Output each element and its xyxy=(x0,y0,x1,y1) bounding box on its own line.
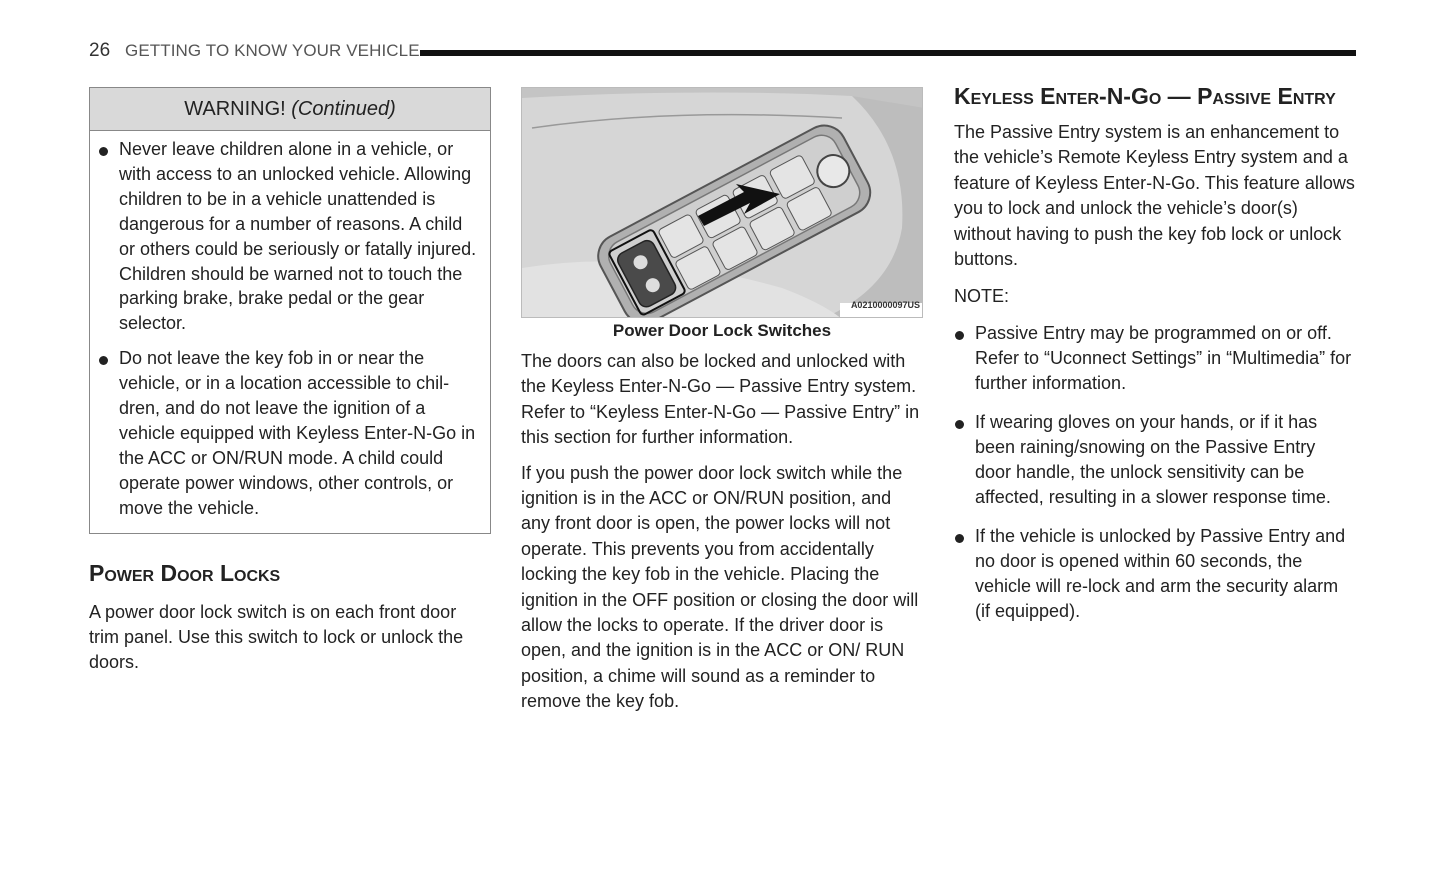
note-item-text: If wearing gloves on your hands, or if it has been raining/snowing on the Passive Entry door handle, the unlock sensitivity can be affected, resulting in a slower response time. xyxy=(975,412,1331,507)
bullet-icon xyxy=(955,534,964,543)
warning-box xyxy=(89,87,491,534)
page-number: 26 xyxy=(89,40,111,61)
door-lock-switch-figure xyxy=(521,87,923,318)
note-list xyxy=(954,321,1356,623)
note-item-text: Passive Entry may be programmed on or off. Refer to “Uconnect Settings” in “Multimedia” for further information. xyxy=(975,323,1352,394)
figure-caption: Power Door Lock Switches xyxy=(612,321,832,340)
warning-item xyxy=(98,137,482,336)
section-title-keyless: Keyless Enter-N-Go — Passive Entry xyxy=(954,83,1336,109)
figure-code: A0210000097US xyxy=(850,300,920,310)
column-right xyxy=(954,83,1356,637)
warning-heading xyxy=(90,88,490,131)
page-header xyxy=(89,38,1356,62)
warning-item-text: Do not leave the key fob in or near the vehicle, or in a location accessible to children, and do not leave the ignition of a vehicle equipped with Keyless Enter-N-Go in the ACC or ON/RUN mode. A child could operate power windows, other controls, or move the vehicle. xyxy=(119,348,476,518)
bullet-icon xyxy=(955,420,964,429)
middle-paragraph: If you push the power door lock switch while the ignition is in the ACC or ON/RUN position, and any front door is open, the power locks will not operate. This prevents you from accidentally locking the key fob in the vehicle. Placing the ignition in the OFF position or closing the door will allow the locks to operate. If the driver door is open, and the ignition is in the ACC or ON/ RUN position, a chime will sound as a reminder to remove the key fob. xyxy=(521,462,919,712)
warning-item xyxy=(98,346,482,520)
warning-label: WARNING! xyxy=(184,98,286,120)
column-middle xyxy=(521,87,923,725)
middle-paragraph: The doors can also be locked and unlocked with the Keyless Enter-N-Go — Passive Entry system. Refer to “Keyless Enter-N-Go — Passive Entry” in this section for further information. xyxy=(521,351,920,448)
bullet-icon xyxy=(99,356,108,365)
section-title-power-door-locks: Power Door Locks xyxy=(89,559,281,586)
keyless-intro: The Passive Entry system is an enhancement to the vehicle’s Remote Keyless Entry system and a feature of Keyless Enter-N-Go. This feature allows you to lock and unlock the vehicle’s door(s) without having to push the key fob lock or unlock buttons. xyxy=(954,122,1355,270)
warning-list xyxy=(98,137,482,521)
note-item xyxy=(954,524,1356,624)
bullet-icon xyxy=(99,147,108,156)
warning-item-text: Never leave children alone in a vehicle, or with access to an unlocked vehicle. Allowing children to be in a vehicle unattended is dangerous for a number of reasons. A child or others could be seriously or fatally injured. Children should be warned not to touch the parking brake, brake pedal or the gear selector. xyxy=(119,139,477,334)
header-rule xyxy=(420,50,1356,56)
power-door-locks-body: A power door lock switch is on each front door trim panel. Use this switch to lock or unlock the doors. xyxy=(89,601,464,673)
note-item xyxy=(954,410,1356,510)
warning-continued: (Continued) xyxy=(291,98,396,120)
column-left xyxy=(89,87,491,686)
note-item xyxy=(954,321,1356,396)
chapter-title: GETTING TO KNOW YOUR VEHICLE xyxy=(125,41,420,60)
door-switch-illustration xyxy=(522,88,923,318)
bullet-icon xyxy=(955,331,964,340)
note-label: NOTE: xyxy=(954,286,1010,307)
note-item-text: If the vehicle is unlocked by Passive Entry and no door is opened within 60 seconds, the vehicle will re-lock and arm the security alarm (if equipped). xyxy=(975,525,1346,621)
